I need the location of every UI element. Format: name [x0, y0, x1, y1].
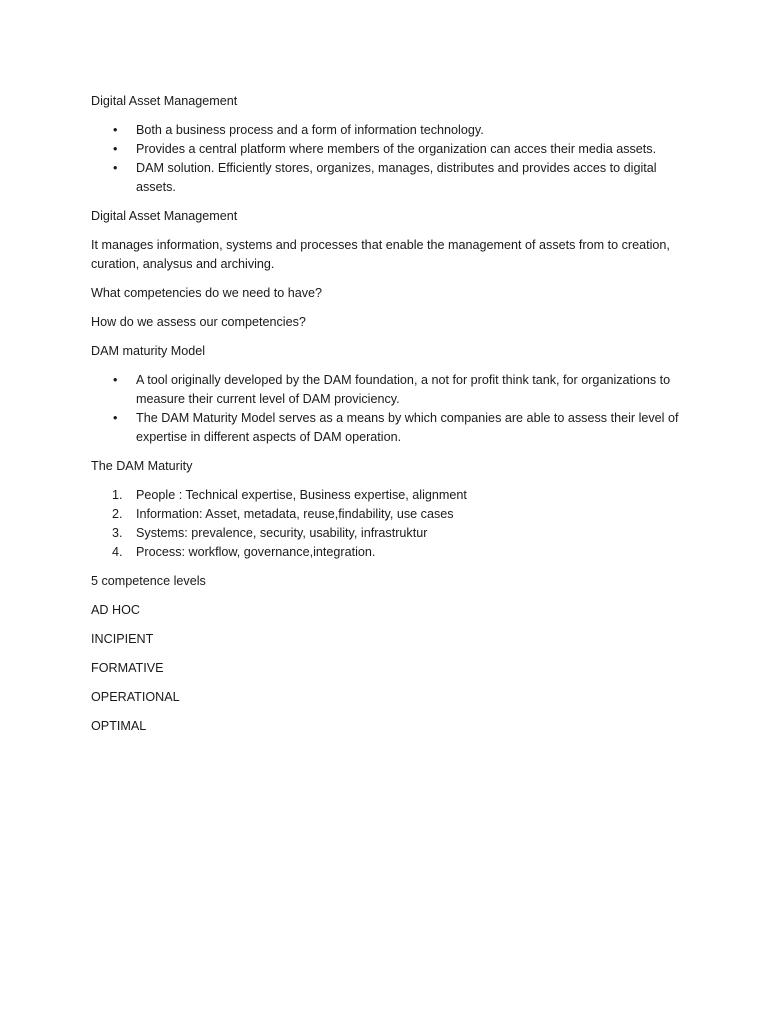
question-competencies: What competencies do we need to have?: [91, 286, 323, 300]
list-item: • DAM solution. Efficiently stores, organizes, manages, distributes and provides acces to digital assets.: [113, 161, 657, 194]
list-number: 1.: [112, 488, 123, 502]
list-item: • A tool originally developed by the DAM foundation, a not for profit think tank, for organizations to measure their current level of DAM proviciency.: [113, 373, 671, 406]
list-item: • Both a business process and a form of information technology.: [91, 121, 691, 140]
levels-heading: 5 competence levels: [91, 574, 206, 588]
list-item: • The DAM Maturity Model serves as a means by which companies are able to assess their level of expertise in different aspects of DAM operation.: [113, 411, 679, 444]
level-incipient: INCIPIENT: [91, 632, 154, 646]
model-heading: DAM maturity Model: [91, 344, 206, 358]
bullet-icon: •: [113, 373, 118, 387]
list-item: 3. Systems: prevalence, security, usability, infrastruktur: [91, 524, 691, 543]
section-title-1: Digital Asset Management: [91, 94, 238, 108]
level-operational: OPERATIONAL: [91, 690, 180, 704]
question-assess: How do we assess our competencies?: [91, 315, 306, 329]
list-item: 2. Information: Asset, metadata, reuse,findability, use cases: [91, 505, 691, 524]
bullet-icon: •: [113, 142, 118, 156]
list-number: 3.: [112, 526, 123, 540]
manages-paragraph: It manages information, systems and processes that enable the management of assets from to creation, curation, analysus and archiving.: [91, 238, 670, 271]
level-formative: FORMATIVE: [91, 661, 164, 675]
list-item: 1. People : Technical expertise, Business expertise, alignment: [91, 486, 691, 505]
maturity-heading: The DAM Maturity: [91, 459, 193, 473]
bullet-icon: •: [113, 411, 118, 425]
level-optimal: OPTIMAL: [91, 719, 147, 733]
list-item: 4. Process: workflow, governance,integration.: [91, 543, 691, 562]
document-body: [91, 92, 691, 746]
bullet-icon: •: [113, 161, 118, 175]
bullet-list-2: [91, 371, 691, 447]
bullet-icon: •: [113, 123, 118, 137]
bullet-list-1: [91, 121, 691, 197]
numbered-list: [91, 486, 691, 562]
section-title-2: Digital Asset Management: [91, 209, 238, 223]
level-ad-hoc: AD HOC: [91, 603, 140, 617]
list-item: • Provides a central platform where members of the organization can acces their media assets.: [91, 140, 691, 159]
list-number: 2.: [112, 507, 123, 521]
list-number: 4.: [112, 545, 123, 559]
